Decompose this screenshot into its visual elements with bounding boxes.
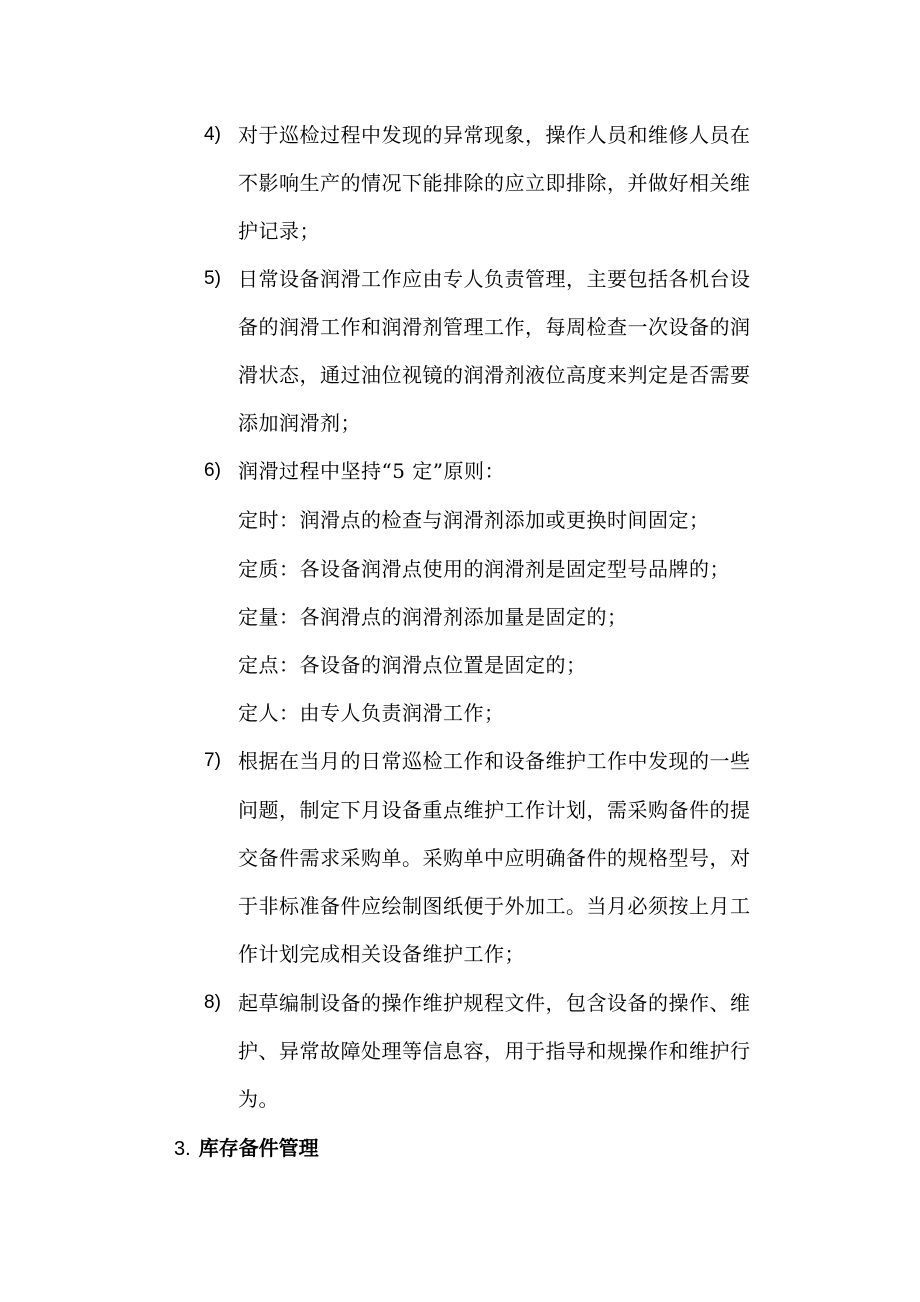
paragraph-line: 滑状态，通过油位视镜的润滑剂液位高度来判定是否需要 (238, 363, 751, 387)
paragraph-line: 起草编制设备的操作维护规程文件，包含设备的操作、维 (238, 991, 751, 1015)
section-heading (174, 1134, 319, 1163)
rule-line-point: 定点：各设备的润滑点位置是固定的； (238, 653, 587, 677)
paragraph-line: 作计划完成相关设备维护工作； (238, 942, 525, 966)
section-number: 3. (174, 1138, 191, 1160)
paragraph-line: 交备件需求采购单。采购单中应明确备件的规格型号，对 (238, 846, 751, 870)
rule-line-quantity: 定量：各润滑点的润滑剂添加量是固定的； (238, 605, 628, 629)
paragraph-line: 护、异常故障处理等信息容，用于指导和规操作和维护行 (238, 1039, 751, 1063)
section-title: 库存备件管理 (198, 1136, 319, 1160)
paragraph-line: 根据在当月的日常巡检工作和设备维护工作中发现的一些 (238, 749, 751, 773)
item-number: 8) (204, 992, 221, 1013)
paragraph-line: 为。 (238, 1087, 279, 1111)
item-number: 5) (204, 268, 221, 289)
paragraph-line: 对于巡检过程中发现的异常现象，操作人员和维修人员在 (238, 123, 751, 147)
paragraph-line: 问题，制定下月设备重点维护工作计划，需采购备件的提 (238, 798, 751, 822)
paragraph-line: 于非标准备件应绘制图纸便于外加工。当月必须按上月工 (238, 894, 751, 918)
item-number: 7) (204, 750, 221, 771)
paragraph-line: 添加润滑剂； (238, 411, 361, 435)
paragraph-line: 护记录； (238, 219, 320, 243)
rule-line-quality: 定质：各设备润滑点使用的润滑剂是固定型号品牌的； (238, 557, 730, 581)
rule-line-person: 定人：由专人负责润滑工作； (238, 701, 505, 725)
paragraph-line: 备的润滑工作和润滑剂管理工作，每周检查一次设备的润 (238, 315, 751, 339)
item-number: 4) (204, 124, 221, 145)
paragraph-line: 不影响生产的情况下能排除的应立即排除，并做好相关维 (238, 171, 751, 195)
rule-line-timing: 定时：润滑点的检查与润滑剂添加或更换时间固定； (238, 508, 710, 532)
paragraph-line: 日常设备润滑工作应由专人负责管理，主要包括各机台设 (238, 267, 751, 291)
item-number: 6) (204, 460, 221, 481)
paragraph-line: 润滑过程中坚持“5 定”原则： (238, 459, 506, 483)
